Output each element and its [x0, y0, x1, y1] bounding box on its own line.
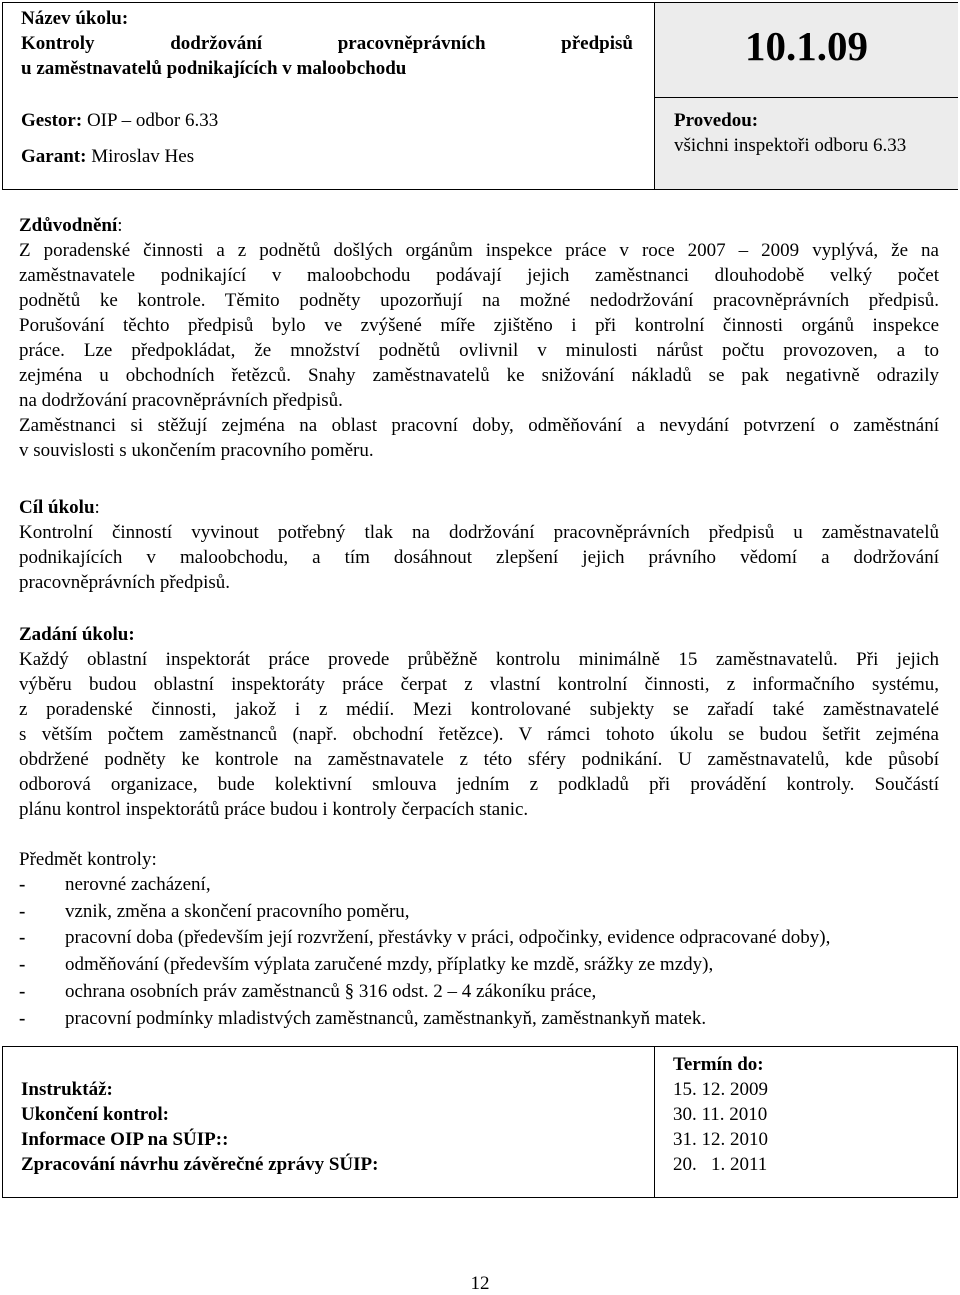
garant-label: Garant: [21, 146, 87, 167]
garant-value: Miroslav Hes [86, 146, 195, 167]
list-item [19, 872, 949, 899]
justification-line: Porušování těchto předpisů bylo ve zvýšené míře zjištěno i při kontrolní činnosti orgánů inspekce [19, 315, 939, 336]
list-item-text: vznik, změna a skončení pracovního poměru, [65, 900, 410, 922]
list-item [19, 979, 949, 1006]
gestor-line [21, 110, 218, 132]
task-title-line-1: Kontroly dodržování pracovněprávních předpisů [21, 33, 633, 54]
garant-line [21, 146, 194, 168]
schedule-date: 15. 12. 2009 [673, 1079, 768, 1100]
justification-line: Zaměstnanci si stěžují zejména na oblast pracovní doby, odměňování a nevydání potvrzení o zaměstnání [19, 415, 939, 436]
schedule-dates-column [654, 1047, 958, 1197]
assignment-line: výběru budou oblastní inspektoráty práce čerpat z vlastní kontrolní činnosti, z informačního systému, [19, 674, 939, 695]
justification-line: Z poradenské činnosti a z podnětů došlých orgánům inspekce práce v roce 2007 – 2009 vyplývá, že na [19, 240, 939, 261]
schedule-date: 20. 1. 2011 [673, 1154, 768, 1175]
assignment-line: z poradenské činnosti, jakož i z médií. Mezi kontrolované subjekty se zařadí také zaměstnavatelé [19, 699, 939, 720]
task-header-box [2, 2, 958, 190]
gestor-value: OIP – odbor 6.33 [82, 110, 219, 131]
schedule-box [2, 1046, 958, 1198]
assignment-line: odborová organizace, bude kolektivní smlouva jedním z podkladů při provádění kontroly. Součástí [19, 774, 939, 795]
provedou-label: Provedou: [674, 110, 759, 131]
list-bullet: - [19, 954, 26, 976]
assignment-line: Každý oblastní inspektorát práce provede průběžně kontrolu minimálně 15 zaměstnavatelů. Při jejich [19, 649, 939, 670]
justification-line: na dodržování pracovněprávních předpisů. [19, 390, 343, 411]
schedule-labels [21, 1077, 378, 1177]
task-header-left [3, 3, 654, 189]
schedule-date: 31. 12. 2010 [673, 1129, 768, 1150]
task-title-line-2: u zaměstnavatelů podnikajících v maloobchodu [21, 58, 407, 79]
task-name-label: Název úkolu: [21, 8, 129, 29]
task-header-right [654, 3, 958, 189]
task-code: 10.1.09 [745, 23, 868, 69]
list-bullet: - [19, 900, 26, 922]
justification-section [19, 213, 939, 463]
goal-line: pracovněprávních předpisů. [19, 572, 231, 593]
goal-line: podnikajících v maloobchodu, a tím dosáhnout zlepšení jejich právního vědomí a dodržování [19, 547, 939, 568]
provedou-value: všichni inspektoři odboru 6.33 [674, 135, 907, 156]
justification-line: podnětů ke kontrole. Těmito podněty upozorňují na možné nedodržování pracovněprávních předpisů. [19, 290, 939, 311]
gestor-label: Gestor: [21, 110, 83, 131]
goal-line: Kontrolní činností vyvinout potřebný tlak na dodržování pracovněprávních předpisů u zaměstnavatelů [19, 522, 939, 543]
assignment-line: s větším počtem zaměstnanců (např. obchodní řetězce). V rámci tohoto úkolu se budou šetřit zejména [19, 724, 939, 745]
deadline-header: Termín do: [673, 1054, 764, 1075]
schedule-dates [673, 1052, 768, 1177]
schedule-label: Ukončení kontrol: [21, 1104, 169, 1125]
list-item [19, 1006, 949, 1033]
subject-list [19, 872, 949, 1032]
list-item [19, 925, 949, 952]
justification-line: v souvislosti s ukončením pracovního poměru. [19, 440, 374, 461]
goal-heading-colon: : [94, 497, 100, 518]
goal-heading-text: Cíl úkolu [19, 497, 95, 518]
schedule-label: Instruktáž: [21, 1079, 113, 1100]
schedule-label: Zpracování návrhu závěrečné zprávy SÚIP: [21, 1154, 379, 1175]
list-bullet: - [19, 980, 26, 1002]
justification-heading-text: Zdůvodnění [19, 215, 118, 236]
list-bullet: - [19, 874, 26, 895]
justification-heading [19, 213, 939, 238]
list-item-text: pracovní podmínky mladistvých zaměstnanců, zaměstnankyň, zaměstnankyň matek. [65, 1007, 707, 1029]
subject-section [19, 847, 939, 872]
justification-line: zaměstnavatele podnikající v maloobchodu podávají jejich zaměstnanci dlouhodobě velký počet [19, 265, 939, 286]
assignment-line: obdržené podněty ke kontrole na zaměstnavatele z této sféry podnikání. U zaměstnavatelů, kde působí [19, 749, 939, 770]
assignment-section [19, 622, 939, 822]
list-item-text: odměňování (především výplata zaručené mzdy, příplatky ke mzdě, srážky ze mzdy), [65, 954, 714, 976]
assignment-heading [19, 622, 939, 647]
schedule-date: 30. 11. 2010 [673, 1104, 768, 1125]
list-bullet: - [19, 927, 26, 949]
list-item [19, 952, 949, 979]
justification-line: zejména u obchodních řetězců. Snahy zaměstnavatelů ke snižování nákladů se pak negativně odrazily [19, 365, 939, 386]
assignment-heading-text: Zadání úkolu: [19, 624, 135, 645]
subject-heading: Předmět kontroly: [19, 849, 157, 870]
page-number: 12 [470, 1273, 490, 1294]
justification-line: práce. Lze předpokládat, že množství podnětů ovlivnil v minulosti nárůst počtu provozoven, a to [19, 340, 939, 361]
list-item [19, 899, 949, 926]
header-divider [655, 97, 958, 98]
goal-section [19, 495, 939, 595]
justification-heading-colon: : [117, 215, 123, 236]
list-item-text: pracovní doba (především její rozvržení, přestávky v práci, odpočinky, evidence odpracované doby), [65, 927, 831, 949]
list-item-text: nerovné zacházení, [65, 874, 211, 895]
goal-heading [19, 495, 939, 520]
list-item-text: ochrana osobních práv zaměstnanců § 316 odst. 2 – 4 zákoníku práce, [65, 980, 597, 1002]
schedule-label: Informace OIP na SÚIP:: [21, 1129, 229, 1150]
list-bullet: - [19, 1007, 26, 1029]
assignment-line: plánu kontrol inspektorátů práce budou i kontroly čerpacích stanic. [19, 799, 529, 820]
